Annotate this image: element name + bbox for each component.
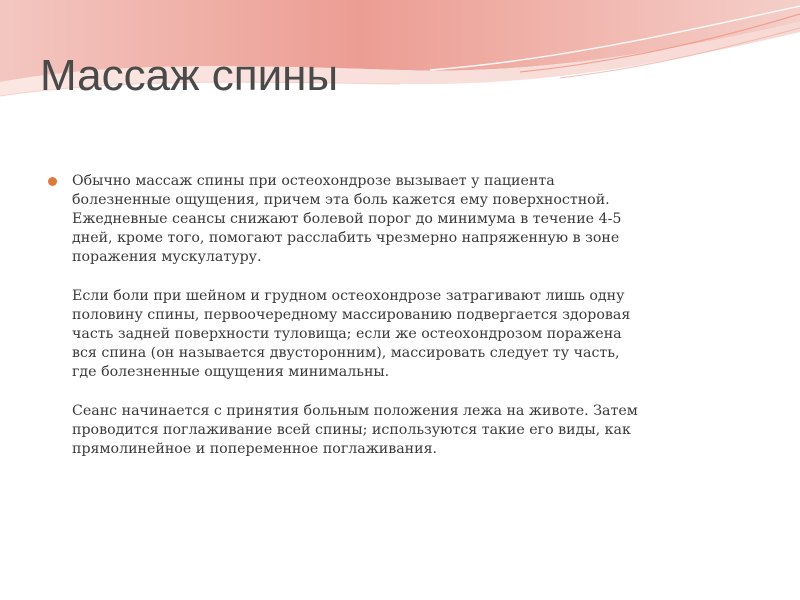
paragraph-2: Если боли при шейном и грудном остеохондрозе затрагивают лишь одну половину спины, первоочередному массированию подвергается здоровая часть задней поверхности туловища; если же остеохондрозом поражена вся спина (он называется двусторонним), массировать следует ту часть, где болезненные ощущения минимальны. [72, 288, 631, 380]
bullet-dot-icon [48, 177, 57, 186]
paragraph-1: Обычно массаж спины при остеохондрозе вызывает у пациента болезненные ощущения, причем эта боль кажется ему поверхностной. Ежедневные сеансы снижают болевой порог до минимума в течение 4-5 дней, кроме того, помогают расслабить чрезмерно напряженную в зоне поражения мускулатуру. [72, 173, 622, 265]
paragraph-3: Сеанс начинается с принятия больным положения лежа на животе. Затем проводится поглаживание всей спины; используются такие его виды, как прямолинейное и попеременное поглаживания. [72, 403, 638, 457]
slide-body [48, 172, 768, 479]
bullet-item [48, 172, 768, 459]
slide-title: Массаж спины [40, 51, 339, 100]
